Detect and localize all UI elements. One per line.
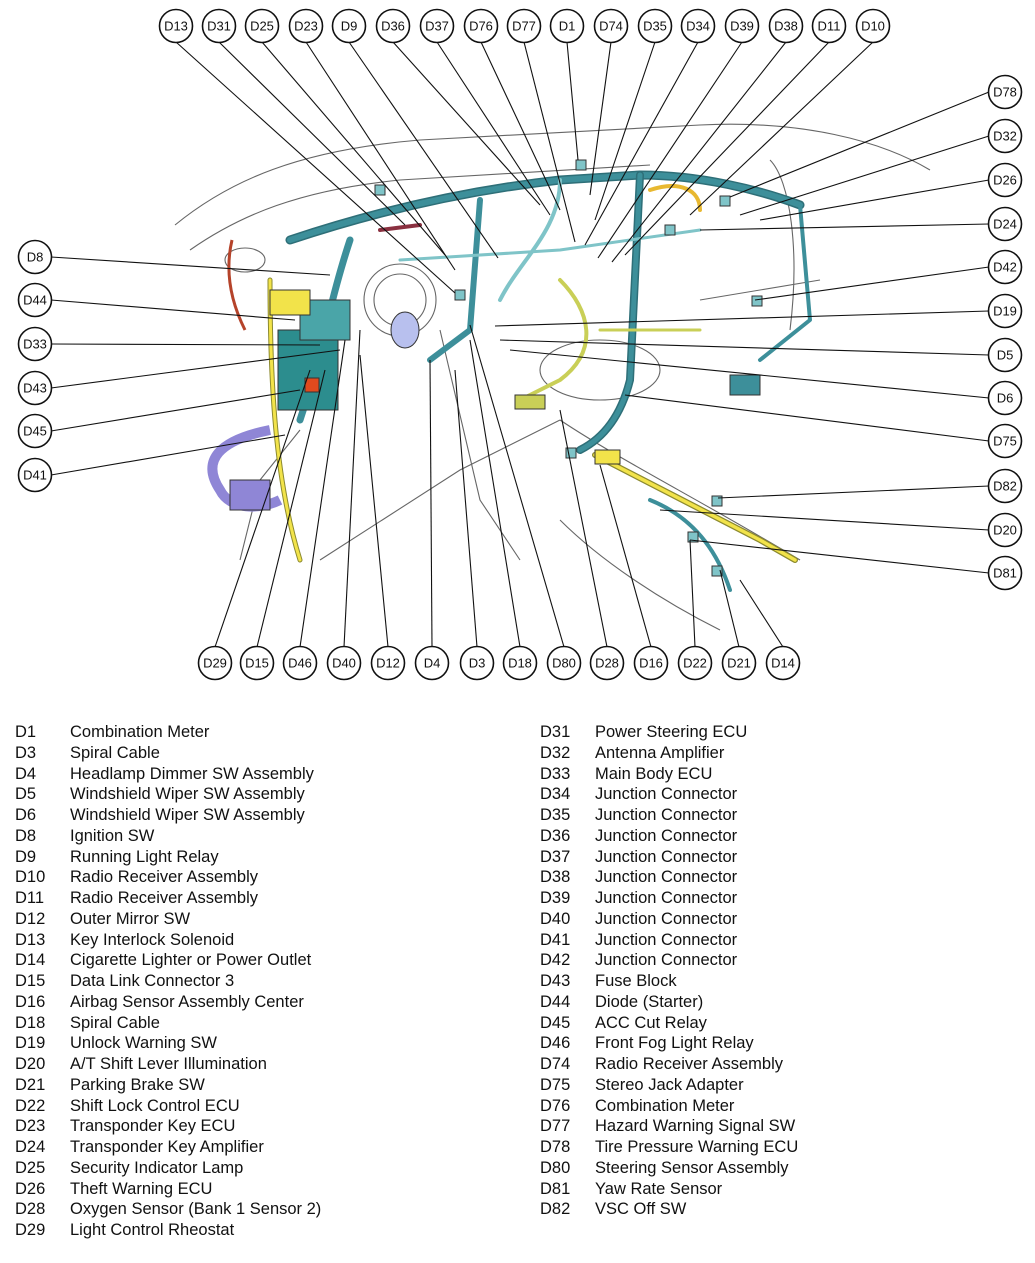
leader-line bbox=[595, 42, 655, 220]
legend-code: D36 bbox=[540, 826, 571, 845]
legend-code: D26 bbox=[15, 1179, 46, 1198]
legend-code: D13 bbox=[15, 930, 46, 949]
legend-name: Windshield Wiper SW Assembly bbox=[70, 806, 305, 824]
leader-line bbox=[700, 224, 989, 230]
leader-line bbox=[720, 570, 739, 647]
connector-small-3 bbox=[455, 290, 465, 300]
legend-code: D5 bbox=[15, 785, 37, 804]
legend-code: D3 bbox=[15, 743, 37, 762]
legend-code: D16 bbox=[15, 992, 46, 1011]
legend-row bbox=[540, 950, 798, 971]
legend-row bbox=[540, 1158, 798, 1179]
legend-name: Light Control Rheostat bbox=[70, 1221, 235, 1239]
leader-line bbox=[625, 42, 829, 255]
main-harness bbox=[270, 175, 810, 590]
legend-name: Junction Connector bbox=[595, 847, 738, 866]
leader-line bbox=[455, 370, 477, 647]
leader-line bbox=[344, 330, 360, 647]
legend-code: D32 bbox=[540, 743, 571, 762]
legend-name: Windshield Wiper SW Assembly bbox=[70, 785, 305, 804]
leader-line bbox=[470, 325, 564, 647]
yellow-connector-a bbox=[515, 395, 545, 409]
sensor-block bbox=[730, 375, 760, 395]
leader-line bbox=[215, 370, 310, 647]
yellow-connector-b bbox=[595, 450, 620, 464]
legend-code: D11 bbox=[15, 889, 45, 907]
legend-row bbox=[540, 971, 798, 992]
legend-name: Theft Warning ECU bbox=[70, 1179, 213, 1198]
legend-name: Airbag Sensor Assembly Center bbox=[70, 992, 304, 1011]
callout-d13 bbox=[160, 10, 193, 43]
callout-d9 bbox=[333, 10, 366, 43]
legend-name: Key Interlock Solenoid bbox=[70, 930, 235, 949]
callout-d4 bbox=[416, 647, 449, 680]
callout-d6 bbox=[989, 382, 1022, 415]
callout-d42 bbox=[989, 251, 1022, 284]
legend-code: D43 bbox=[540, 972, 571, 990]
legend-row bbox=[540, 743, 798, 764]
legend-row bbox=[540, 1137, 798, 1158]
callout-d36 bbox=[377, 10, 410, 43]
callout-d31 bbox=[203, 10, 236, 43]
leader-line bbox=[740, 580, 783, 647]
callout-label: D38 bbox=[774, 18, 798, 34]
callout-d34 bbox=[682, 10, 715, 43]
legend-name: Transponder Key ECU bbox=[70, 1117, 236, 1136]
callout-d74 bbox=[595, 10, 628, 43]
legend-code: D12 bbox=[15, 909, 46, 928]
legend-name: Data Link Connector 3 bbox=[70, 972, 235, 990]
legend-row bbox=[15, 992, 321, 1013]
legend-code: D75 bbox=[540, 1075, 571, 1094]
legend-row bbox=[540, 992, 798, 1013]
callout-d25 bbox=[246, 10, 279, 43]
callout-label: D22 bbox=[683, 655, 707, 671]
legend-name: Unlock Warning SW bbox=[70, 1034, 218, 1053]
legend-row bbox=[540, 909, 798, 930]
callout-d3 bbox=[461, 647, 494, 680]
callout-d5 bbox=[989, 339, 1022, 372]
legend-code: D10 bbox=[15, 868, 46, 887]
leader-line bbox=[430, 360, 432, 647]
legend-row bbox=[540, 764, 798, 785]
callout-label: D15 bbox=[245, 655, 269, 671]
legend-code: D4 bbox=[15, 764, 37, 783]
legend-code: D40 bbox=[540, 909, 571, 928]
leader-line bbox=[660, 510, 989, 530]
legend-name: Radio Receiver Assembly bbox=[595, 1055, 783, 1073]
legend-code: D77 bbox=[540, 1117, 571, 1136]
legend-row bbox=[15, 950, 321, 971]
leader-line bbox=[718, 486, 989, 498]
callout-label: D82 bbox=[993, 478, 1017, 494]
legend-name: Radio Receiver Assembly bbox=[70, 889, 258, 907]
legend-code: D9 bbox=[15, 847, 37, 866]
legend-row bbox=[15, 1033, 321, 1054]
callout-label: D25 bbox=[250, 18, 274, 34]
legend-code: D44 bbox=[540, 992, 571, 1011]
leader-line bbox=[393, 42, 540, 205]
legend-code: D31 bbox=[540, 723, 571, 741]
legend-name: Shift Lock Control ECU bbox=[70, 1096, 240, 1115]
fuse-block bbox=[278, 330, 338, 410]
callout-d11 bbox=[813, 10, 846, 43]
legend-code: D81 bbox=[540, 1179, 571, 1198]
callout-label: D39 bbox=[730, 18, 754, 34]
leader-line bbox=[349, 42, 498, 258]
legend-code: D35 bbox=[540, 806, 571, 824]
callout-d77 bbox=[508, 10, 541, 43]
legend-code: D1 bbox=[15, 723, 37, 741]
legend-name: Junction Connector bbox=[595, 930, 738, 949]
callout-d43 bbox=[19, 372, 52, 405]
callout-d46 bbox=[284, 647, 317, 680]
callout-d28 bbox=[591, 647, 624, 680]
legend-name: Steering Sensor Assembly bbox=[595, 1158, 789, 1177]
callout-label: D35 bbox=[643, 18, 667, 34]
callout-d32 bbox=[989, 120, 1022, 153]
legend-row bbox=[15, 826, 321, 847]
legend-code: D82 bbox=[540, 1200, 571, 1219]
legend-name: Power Steering ECU bbox=[595, 723, 748, 741]
leader-line bbox=[306, 42, 455, 270]
legend-code: D22 bbox=[15, 1096, 46, 1115]
leader-line bbox=[470, 340, 520, 647]
callout-label: D9 bbox=[340, 18, 358, 34]
legend-name: Running Light Relay bbox=[70, 847, 219, 866]
components bbox=[212, 160, 762, 576]
callout-d22 bbox=[679, 647, 712, 680]
legend-row bbox=[15, 1013, 321, 1034]
legend-code: D29 bbox=[15, 1221, 46, 1239]
legend-code: D76 bbox=[540, 1096, 571, 1115]
leader-line bbox=[590, 42, 611, 195]
legend-row bbox=[540, 1116, 798, 1137]
legend-code: D20 bbox=[15, 1055, 46, 1073]
legend-code: D8 bbox=[15, 826, 37, 845]
relay-block bbox=[270, 290, 310, 315]
callout-label: D10 bbox=[861, 18, 885, 34]
legend-code: D41 bbox=[540, 930, 571, 949]
legend-code: D28 bbox=[15, 1200, 46, 1219]
callout-label: D46 bbox=[288, 655, 312, 671]
leader-line bbox=[51, 435, 285, 475]
legend-name: Combination Meter bbox=[70, 723, 210, 741]
callout-label: D36 bbox=[381, 18, 405, 34]
connector-small-2 bbox=[375, 185, 385, 195]
callout-label: D18 bbox=[508, 655, 532, 671]
legend-row bbox=[15, 1137, 321, 1158]
legend-row bbox=[540, 805, 798, 826]
callout-d23 bbox=[290, 10, 323, 43]
legend-row bbox=[15, 1096, 321, 1117]
callout-d29 bbox=[199, 647, 232, 680]
callout-label: D4 bbox=[423, 655, 441, 671]
legend-name: Junction Connector bbox=[595, 889, 738, 907]
legend-code: D37 bbox=[540, 847, 571, 866]
callout-d39 bbox=[726, 10, 759, 43]
callout-label: D81 bbox=[993, 565, 1017, 581]
legend-name: Spiral Cable bbox=[70, 743, 160, 762]
callout-label: D43 bbox=[23, 380, 47, 396]
legend-left-column bbox=[15, 722, 321, 1241]
callout-label: D19 bbox=[993, 303, 1017, 319]
leader-lines bbox=[51, 42, 989, 647]
ignition-cylinder bbox=[391, 312, 419, 348]
legend-name: Front Fog Light Relay bbox=[595, 1034, 754, 1053]
legend-name: A/T Shift Lever Illumination bbox=[70, 1055, 267, 1073]
leader-line bbox=[495, 311, 989, 326]
legend-code: D18 bbox=[15, 1013, 46, 1032]
callout-d19 bbox=[989, 295, 1022, 328]
legend-code: D33 bbox=[540, 764, 571, 783]
callout-label: D20 bbox=[993, 522, 1017, 538]
callout-label: D31 bbox=[207, 18, 231, 34]
callout-label: D13 bbox=[164, 18, 188, 34]
legend-row bbox=[540, 1013, 798, 1034]
legend-row bbox=[15, 1075, 321, 1096]
callout-d18 bbox=[504, 647, 537, 680]
callout-label: D41 bbox=[23, 467, 47, 483]
legend-code: D46 bbox=[540, 1034, 571, 1053]
legend-name: Parking Brake SW bbox=[70, 1075, 205, 1094]
legend-name: Main Body ECU bbox=[595, 764, 713, 783]
legend-row bbox=[15, 722, 321, 743]
legend-name: Junction Connector bbox=[595, 806, 738, 824]
callout-d1 bbox=[551, 10, 584, 43]
legend-row bbox=[540, 930, 798, 951]
legend-row bbox=[15, 971, 321, 992]
legend-row bbox=[540, 1054, 798, 1075]
callout-label: D74 bbox=[599, 18, 623, 34]
leader-line bbox=[360, 355, 388, 647]
legend-row bbox=[15, 805, 321, 826]
legend-name: Hazard Warning Signal SW bbox=[595, 1117, 796, 1136]
leader-line bbox=[176, 42, 455, 293]
legend-name: Spiral Cable bbox=[70, 1013, 160, 1032]
legend-row bbox=[540, 722, 798, 743]
legend-code: D38 bbox=[540, 868, 571, 887]
legend-row bbox=[540, 1179, 798, 1200]
legend-code: D42 bbox=[540, 951, 571, 970]
legend-code: D21 bbox=[15, 1075, 46, 1094]
legend-code: D6 bbox=[15, 806, 37, 824]
legend-code: D45 bbox=[540, 1013, 571, 1032]
leader-line bbox=[755, 267, 989, 300]
callout-d41 bbox=[19, 459, 52, 492]
callout-label: D42 bbox=[993, 259, 1017, 275]
callout-label: D14 bbox=[771, 655, 795, 671]
leader-line bbox=[51, 257, 330, 275]
callout-d45 bbox=[19, 415, 52, 448]
callout-label: D5 bbox=[996, 347, 1014, 363]
legend-name: Junction Connector bbox=[595, 909, 738, 928]
callout-d80 bbox=[548, 647, 581, 680]
callout-label: D77 bbox=[512, 18, 536, 34]
callout-label: D23 bbox=[294, 18, 318, 34]
legend-row bbox=[540, 1199, 798, 1220]
legend-code: D23 bbox=[15, 1117, 46, 1136]
callout-d21 bbox=[723, 647, 756, 680]
legend-code: D39 bbox=[540, 889, 571, 907]
callout-d78 bbox=[989, 76, 1022, 109]
leader-line bbox=[690, 540, 989, 573]
callout-label: D32 bbox=[993, 128, 1017, 144]
connector-small-10 bbox=[665, 225, 675, 235]
leader-line bbox=[625, 395, 989, 441]
callout-label: D34 bbox=[686, 18, 710, 34]
callout-label: D80 bbox=[552, 655, 576, 671]
callout-label: D26 bbox=[993, 172, 1017, 188]
legend-code: D24 bbox=[15, 1138, 46, 1156]
legend-name: Radio Receiver Assembly bbox=[70, 868, 258, 887]
legend-name: Ignition SW bbox=[70, 826, 155, 845]
legend-row bbox=[540, 847, 798, 868]
legend-code: D15 bbox=[15, 972, 46, 990]
legend-row bbox=[540, 784, 798, 805]
legend-row bbox=[15, 1054, 321, 1075]
callout-d38 bbox=[770, 10, 803, 43]
callout-d40 bbox=[328, 647, 361, 680]
legend-code: D19 bbox=[15, 1034, 46, 1053]
callout-label: D33 bbox=[23, 336, 47, 352]
legend-name: Antenna Amplifier bbox=[595, 743, 725, 762]
legend-row bbox=[15, 1158, 321, 1179]
callout-label: D40 bbox=[332, 655, 356, 671]
legend-row bbox=[15, 1220, 321, 1241]
callout-d44 bbox=[19, 284, 52, 317]
callout-label: D45 bbox=[23, 423, 47, 439]
callout-d82 bbox=[989, 470, 1022, 503]
leader-line bbox=[740, 136, 989, 215]
legend-row bbox=[540, 888, 798, 909]
callout-label: D8 bbox=[26, 249, 44, 265]
legend-name: Stereo Jack Adapter bbox=[595, 1075, 744, 1094]
leader-line bbox=[51, 300, 295, 320]
leader-line bbox=[567, 42, 578, 160]
callout-label: D12 bbox=[376, 655, 400, 671]
callout-label: D28 bbox=[595, 655, 619, 671]
legend-code: D78 bbox=[540, 1138, 571, 1156]
legend-name: Junction Connector bbox=[595, 826, 738, 845]
legend-row bbox=[15, 909, 321, 930]
callout-label: D11 bbox=[817, 18, 841, 34]
legend-row bbox=[540, 1033, 798, 1054]
legend-name: VSC Off SW bbox=[595, 1200, 687, 1219]
callout-d16 bbox=[635, 647, 668, 680]
legend-row bbox=[15, 784, 321, 805]
leader-line bbox=[730, 92, 989, 197]
legend-row bbox=[15, 867, 321, 888]
leader-line bbox=[51, 390, 300, 431]
callout-d33 bbox=[19, 328, 52, 361]
callout-label: D3 bbox=[468, 655, 486, 671]
callout-label: D44 bbox=[23, 292, 47, 308]
callout-d20 bbox=[989, 514, 1022, 547]
legend-name: Tire Pressure Warning ECU bbox=[595, 1138, 799, 1156]
legend-row bbox=[540, 826, 798, 847]
legend-row bbox=[15, 930, 321, 951]
legend-row bbox=[15, 1179, 321, 1200]
legend-name: ACC Cut Relay bbox=[595, 1013, 707, 1032]
red-cable bbox=[229, 240, 245, 330]
leader-line bbox=[524, 42, 575, 242]
connector-small-1 bbox=[576, 160, 586, 170]
legend-row bbox=[15, 1116, 321, 1137]
legend-name: Headlamp Dimmer SW Assembly bbox=[70, 764, 314, 783]
leader-line bbox=[500, 340, 989, 355]
callout-d12 bbox=[372, 647, 405, 680]
callout-d81 bbox=[989, 557, 1022, 590]
callout-d35 bbox=[639, 10, 672, 43]
legend-row bbox=[540, 867, 798, 888]
legend-code: D25 bbox=[15, 1158, 46, 1177]
callout-label: D37 bbox=[425, 18, 449, 34]
legend-row bbox=[540, 1075, 798, 1096]
legend-name: Security Indicator Lamp bbox=[70, 1158, 244, 1177]
legend-name: Combination Meter bbox=[595, 1096, 735, 1115]
callout-label: D78 bbox=[993, 84, 1017, 100]
legend-name: Diode (Starter) bbox=[595, 992, 704, 1011]
legend-row bbox=[540, 1096, 798, 1117]
callout-d75 bbox=[989, 425, 1022, 458]
legend-code: D34 bbox=[540, 785, 571, 804]
callout-label: D21 bbox=[727, 655, 751, 671]
legend-row bbox=[15, 743, 321, 764]
callout-d10 bbox=[857, 10, 890, 43]
leader-line bbox=[690, 540, 695, 647]
legend-name: Cigarette Lighter or Power Outlet bbox=[70, 951, 312, 970]
callout-label: D6 bbox=[996, 390, 1014, 406]
connector-small-4 bbox=[752, 296, 762, 306]
connector-small-9 bbox=[720, 196, 730, 206]
callout-d26 bbox=[989, 164, 1022, 197]
legend-code: D74 bbox=[540, 1055, 571, 1073]
legend-right-column bbox=[540, 722, 798, 1220]
callout-label: D75 bbox=[993, 433, 1017, 449]
callout-d76 bbox=[465, 10, 498, 43]
legend-name: Transponder Key Amplifier bbox=[70, 1138, 264, 1156]
legend-name: Oxygen Sensor (Bank 1 Sensor 2) bbox=[70, 1200, 322, 1219]
callout-label: D29 bbox=[203, 655, 227, 671]
callout-label: D16 bbox=[639, 655, 663, 671]
callout-d37 bbox=[421, 10, 454, 43]
callout-d24 bbox=[989, 208, 1022, 241]
callout-d8 bbox=[19, 241, 52, 274]
callout-label: D76 bbox=[469, 18, 493, 34]
legend-name: Junction Connector bbox=[595, 785, 738, 804]
callout-d15 bbox=[241, 647, 274, 680]
legend-name: Fuse Block bbox=[595, 972, 677, 990]
legend-name: Yaw Rate Sensor bbox=[595, 1179, 723, 1198]
legend-row bbox=[15, 847, 321, 868]
legend-name: Junction Connector bbox=[595, 951, 738, 970]
legend-row bbox=[15, 764, 321, 785]
callout-label: D24 bbox=[993, 216, 1017, 232]
legend-row bbox=[15, 888, 321, 909]
leader-line bbox=[219, 42, 405, 225]
callout-label: D1 bbox=[558, 18, 576, 34]
legend-code: D80 bbox=[540, 1158, 571, 1177]
legend-row bbox=[15, 1199, 321, 1220]
leader-line bbox=[600, 465, 651, 647]
legend-name: Outer Mirror SW bbox=[70, 909, 191, 928]
legend-code: D14 bbox=[15, 951, 46, 970]
callout-d14 bbox=[767, 647, 800, 680]
legend-name: Junction Connector bbox=[595, 868, 738, 887]
